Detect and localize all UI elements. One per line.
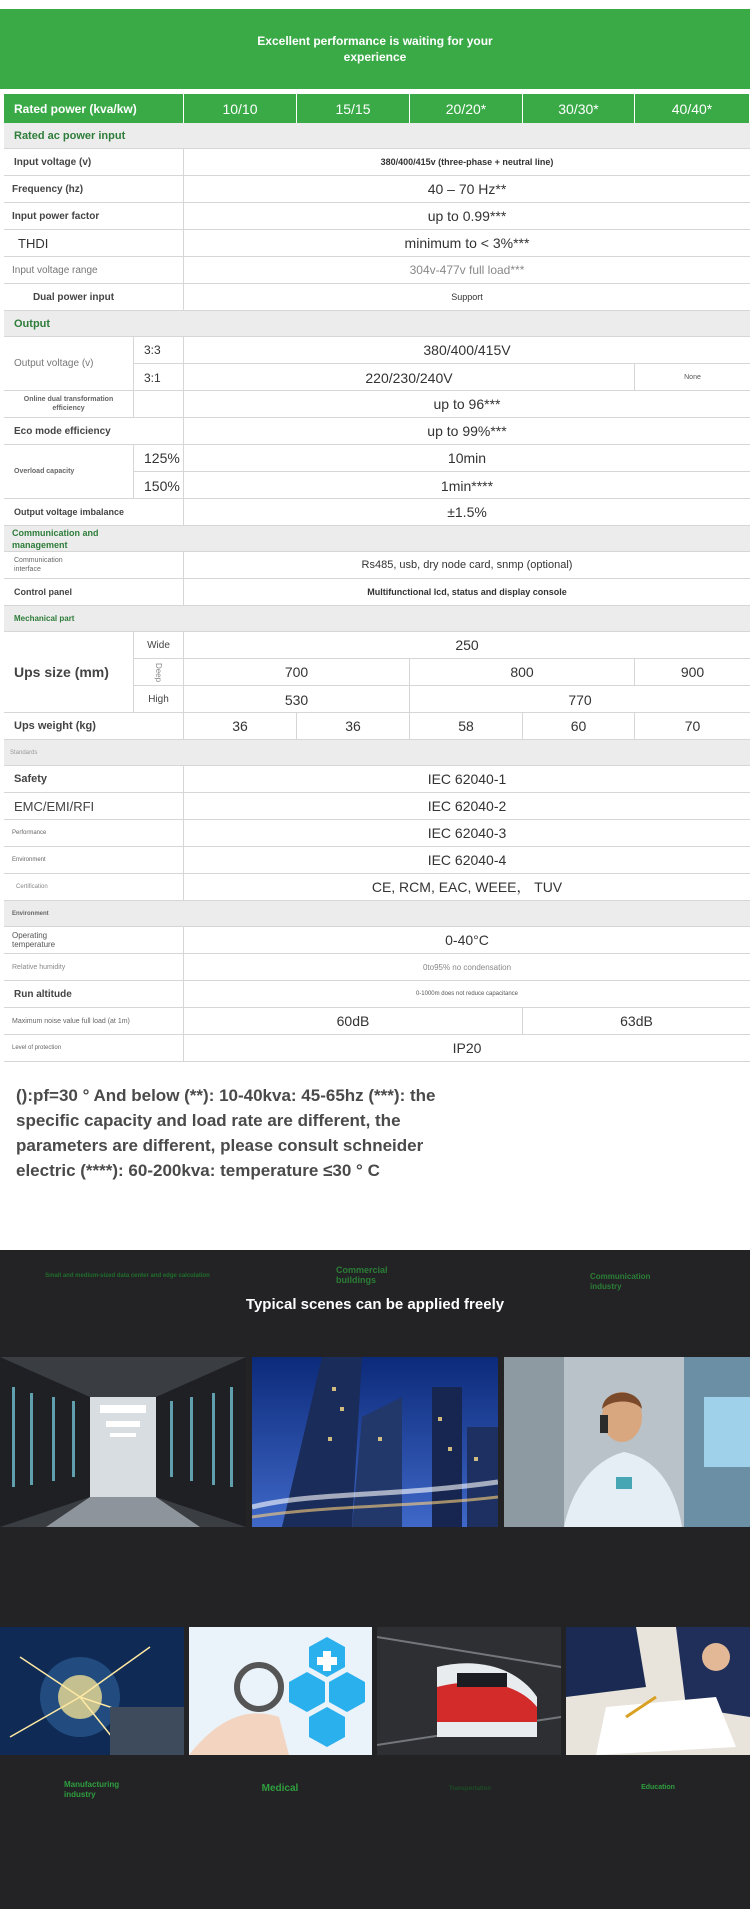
row-value: 36 [297,713,410,739]
footnotes: ():pf=30 ° And below (**): 10-40kva: 45-65hz (***): the specific capacity and load rate are different, the parameters are different, please consult schneider electric (****): 60-200kva: temperature ≤30 ° C [16,1086,436,1180]
section-input [4,123,750,149]
scenes-title: Typical scenes can be applied freely [245,1296,505,1313]
row-sub-label: Wide [134,632,184,659]
caption-communication-industry: Communication industry [590,1272,651,1291]
row-value: 58 [410,713,523,739]
table-row [4,1008,750,1035]
row-value: 0-1000m does not reduce capacitance [415,991,519,997]
caption-commercial-buildings: Commercial buildings [336,1265,388,1285]
col-header-2: 15/15 [297,94,410,123]
communication-industry-image [504,1357,750,1527]
row-value: 70 [684,718,701,734]
table-row [4,230,750,257]
row-value: up to 96*** [433,396,501,412]
row-value: 0-40°C [445,932,489,948]
table-row [4,257,750,284]
row-value: 1min**** [440,477,494,494]
row-label: Output voltage imbalance [4,499,184,525]
section-mech-title: Mechanical part [14,614,75,623]
section-env-title: Environment [12,910,49,917]
row-sub-label: 3:1 [134,364,184,391]
table-row [4,766,750,793]
spec-table [4,94,750,1062]
row-value: up to 99%*** [427,423,507,439]
table-row-ups-size [4,632,750,713]
row-label: Safety [4,766,184,792]
table-row [4,981,750,1008]
row-label: EMC/EMI/RFI [4,793,184,819]
commercial-buildings-image [252,1357,498,1527]
row-label: Operating temperature [4,927,184,953]
row-value: 380/400/415v (three-phase + neutral line) [380,157,554,167]
row-value: up to 0.99*** [427,208,507,224]
caption-education: Education [641,1784,675,1791]
row-label: Relative humidity [4,954,184,980]
table-row [4,847,750,874]
row-value: 0to95% no condensation [422,962,512,972]
row-value: IEC 62040-4 [427,852,507,868]
row-value: IEC 62040-3 [427,825,507,841]
table-row [4,820,750,847]
row-label: Certification [4,874,184,900]
row-label: Communication interface [4,552,184,578]
section-input-title: Rated ac power input [14,129,126,142]
table-row-output-voltage [4,337,750,391]
row-label: Frequency (hz) [4,176,184,202]
scenes-section [0,1250,750,1909]
row-label: Performance [4,820,184,846]
row-value: 800 [410,659,635,686]
row-value: 40 – 70 Hz** [427,181,507,197]
table-row [4,927,750,954]
row-value: 250 [184,632,750,659]
row-value: 63dB [620,1013,653,1029]
table-row-overload [4,445,750,499]
row-sub-label: 150% [134,472,184,499]
row-value: 220/230/240V [184,364,635,391]
table-row [4,176,750,203]
banner-text: Excellent performance is waiting for your experience [257,34,493,64]
row-label: Eco mode efficiency [4,418,184,444]
row-value: ±1.5% [447,504,487,520]
row-sub-label: 125% [134,445,184,472]
row-value: IEC 62040-2 [427,798,507,814]
education-image [566,1627,750,1755]
row-label: THDI [4,230,184,256]
row-label: Level of protection [4,1035,184,1061]
table-row [4,203,750,230]
col-header-5: 40/40* [635,94,750,123]
row-sub-label: High [134,686,184,713]
row-label: Maximum noise value full load (at 1m) [4,1008,184,1034]
section-env [4,901,750,927]
row-label: Input voltage range [4,257,184,283]
row-value: Support [451,292,483,302]
row-label: Ups weight (kg) [4,713,184,739]
col-header-1: 10/10 [184,94,297,123]
row-value: IP20 [452,1040,482,1056]
section-comm-title: Communication and management [12,527,99,550]
table-row [4,418,750,445]
row-label: Input voltage (v) [4,149,184,175]
caption-manufacturing-industry: Manufacturing industry [64,1780,120,1799]
medical-image [189,1627,372,1755]
row-value: IEC 62040-1 [427,771,507,787]
row-value: CE, RCM, EAC, WEEE， TUV [371,879,563,895]
table-row [4,499,750,526]
section-output [4,311,750,337]
row-value: 900 [635,659,750,686]
row-label: Environment [4,847,184,873]
row-value: 36 [184,713,297,739]
row-label: Run altitude [4,981,184,1007]
table-row [4,579,750,606]
row-label: Ups size (mm) [4,632,134,712]
row-label: Dual power input [4,284,184,310]
section-mech [4,606,750,632]
section-standards-title: Standards [10,749,38,756]
row-value: 304v-477v full load*** [409,263,525,277]
row-value: Rs485, usb, dry node card, snmp (optional) [361,559,573,571]
row-label: Output voltage (v) [4,337,134,390]
row-value: 10min [184,445,750,472]
table-row [4,149,750,176]
row-spacer [134,391,184,417]
row-sub-label: 3:3 [134,337,184,364]
row-value: 380/400/415V [184,337,750,364]
rated-power-label: Rated power (kva/kw) [4,94,184,123]
row-label: Online dual transformation efficiency [4,391,134,417]
caption-transportation: Transportation [448,1786,491,1792]
row-value: 770 [568,691,592,708]
table-row [4,391,750,418]
table-row [4,552,750,579]
table-row [4,284,750,311]
row-label: Overload capacity [4,445,134,498]
row-label: Control panel [4,579,184,605]
row-value: 700 [184,659,410,686]
transportation-image [377,1627,561,1755]
table-row [4,1035,750,1062]
table-row [4,874,750,901]
section-comm [4,526,750,552]
deep-label: Deep [154,662,163,682]
row-label: Input power factor [4,203,184,229]
row-value: 60 [523,713,635,739]
row-value-extra: None [684,374,701,381]
row-value: minimum to < 3%*** [404,235,530,251]
col-header-3: 20/20* [410,94,523,123]
caption-data-center: Small and medium-sized data center and edge calculation [45,1273,210,1279]
row-value: 530 [184,686,410,713]
row-value: 60dB [184,1008,523,1034]
table-row [4,793,750,820]
table-header-row [4,94,750,123]
section-standards [4,740,750,766]
data-center-image [0,1357,246,1527]
table-row-ups-weight [4,713,750,740]
hero-banner [0,9,750,89]
row-sub-label-deep [134,659,184,686]
caption-medical: Medical [261,1783,299,1794]
section-output-title: Output [14,317,51,330]
row-value: Multifunctional lcd, status and display console [367,587,567,597]
table-row [4,954,750,981]
col-header-4: 30/30* [523,94,635,123]
manufacturing-image [0,1627,184,1755]
